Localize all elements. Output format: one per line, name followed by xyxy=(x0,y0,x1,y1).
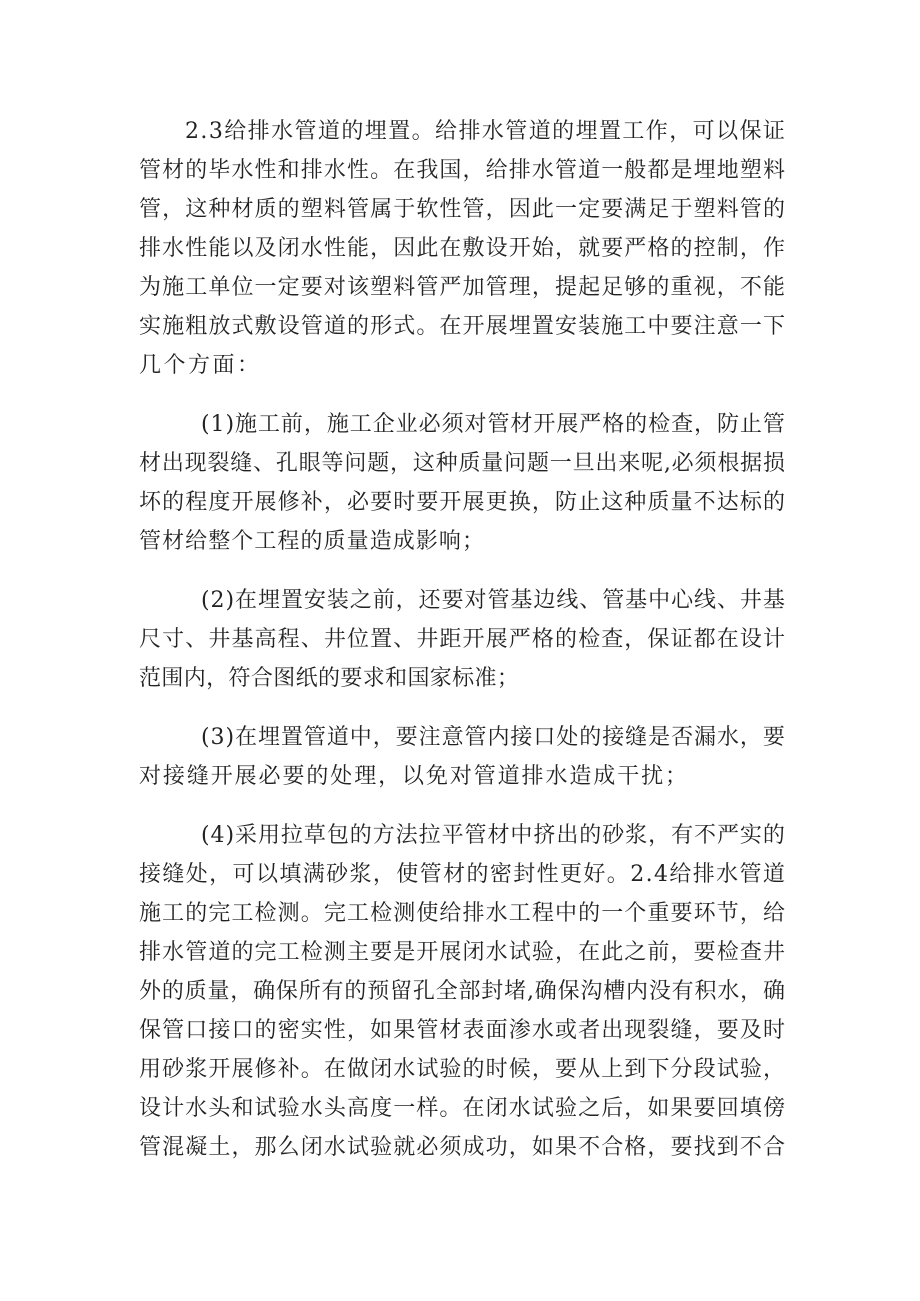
text-line-9: 材出现裂缝、孔眼等问题，这种质量问题一旦出来呢,必须根据损 xyxy=(139,451,786,476)
text-line-2: 管材的毕水性和排水性。在我国，给排水管道一般都是埋地塑料 xyxy=(139,158,787,183)
text-line-18: 接缝处，可以填满砂浆，使管材的密封性更好。2.4给排水管道 xyxy=(139,862,787,887)
text-line-4: 排水性能以及闭水性能，因此在敷设开始，就要严格的控制，作 xyxy=(139,236,787,261)
text-line-12: (2)在埋置安装之前，还要对管基边线、管基中心线、井基 xyxy=(201,588,786,613)
text-line-6: 实施粗放式敷设管道的形式。在开展埋置安装施工中要注意一下 xyxy=(139,314,787,339)
text-line-10: 坏的程度开展修补，必要时要开展更换，防止这种质量不达标的 xyxy=(139,490,787,515)
text-line-14: 范围内，符合图纸的要求和国家标准； xyxy=(139,666,520,691)
text-line-11: 管材给整个工程的质量造成影响； xyxy=(139,529,486,554)
text-line-5: 为施工单位一定要对该塑料管严加管理，提起足够的重视，不能 xyxy=(139,275,787,300)
text-line-19: 施工的完工检测。完工检测使给排水工程中的一个重要环节，给 xyxy=(139,901,787,926)
text-line-1: 2.3给排水管道的埋置。给排水管道的埋置工作，可以保证 xyxy=(185,119,787,144)
text-line-15: (3)在埋置管道中，要注意管内接口处的接缝是否漏水，要 xyxy=(201,725,786,750)
text-line-17: (4)采用拉草包的方法拉平管材中挤出的砂浆，有不严实的 xyxy=(201,823,786,848)
text-line-23: 用砂浆开展修补。在做闭水试验的时候，要从上到下分段试验， xyxy=(139,1057,787,1082)
text-line-24: 设计水头和试验水头高度一样。在闭水试验之后，如果要回填傍 xyxy=(139,1096,787,1121)
text-line-25: 管混凝土，那么闭水试验就必须成功，如果不合格，要找到不合 xyxy=(139,1135,787,1160)
text-line-20: 排水管道的完工检测主要是开展闭水试验，在此之前，要检查井 xyxy=(139,940,787,965)
text-line-22: 保管口接口的密实性，如果管材表面渗水或者出现裂缝，要及时 xyxy=(139,1018,787,1043)
text-line-3: 管，这种材质的塑料管属于软性管，因此一定要满足于塑料管的 xyxy=(139,197,787,222)
text-line-16: 对接缝开展必要的处理，以免对管道排水造成干扰； xyxy=(139,764,689,789)
text-line-13: 尺寸、井基高程、井位置、井距开展严格的检查，保证都在设计 xyxy=(139,627,787,652)
text-line-7: 几个方面： xyxy=(139,353,262,378)
text-line-8: (1)施工前，施工企业必须对管材开展严格的检查，防止管 xyxy=(201,412,786,437)
text-line-21: 外的质量，确保所有的预留孔全部封堵,确保沟槽内没有积水，确 xyxy=(139,979,786,1004)
